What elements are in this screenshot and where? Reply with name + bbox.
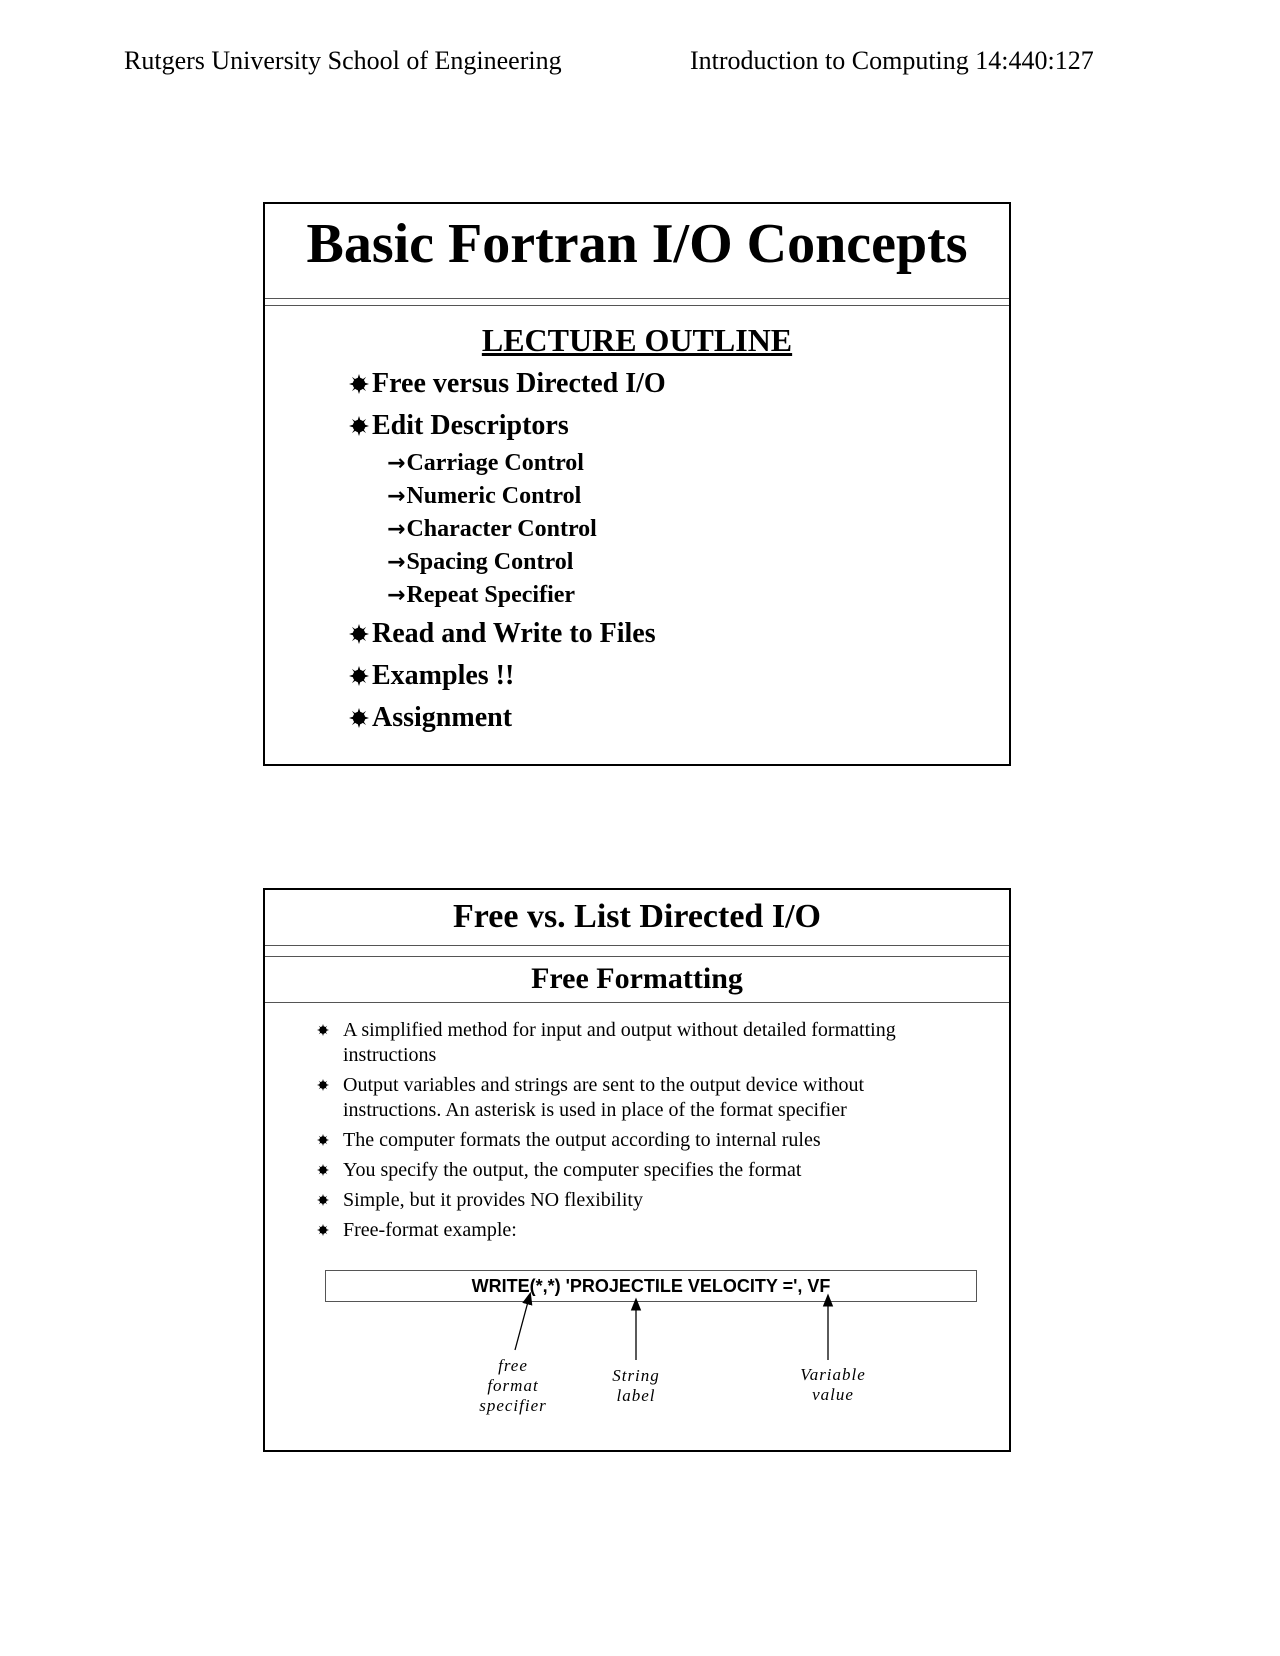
outline-subitem-label: Spacing Control [406,549,574,575]
annotation-line: format [487,1376,539,1395]
outline-item [349,660,514,692]
header-institution: Rutgers University School of Engineering [124,46,562,75]
bullet-text: You specify the output, the computer specifies the format [343,1159,802,1181]
annotation-string-label [586,1366,686,1406]
annotation-line: value [812,1385,854,1404]
bullet-text: A simplified method for input and output without detailed formatting instructions [343,1019,896,1066]
outline-item [349,410,569,442]
annotation-line: specifier [479,1396,547,1415]
outline-item [349,368,666,400]
annotation-line: free [498,1356,528,1375]
free-format-arrow [515,1298,529,1350]
outline-item [349,618,656,650]
slide-subheading: Free Formatting [531,962,743,995]
title-divider [265,298,1009,299]
slide-basic-io-concepts [263,202,1011,766]
outline-heading: LECTURE OUTLINE [481,322,793,358]
bullet-text: Simple, but it provides NO flexibility [343,1189,643,1211]
arrow-right-icon: → [387,517,406,542]
bullet-text: Free-format example: [343,1219,517,1241]
bullet-burst-icon [349,624,369,644]
outline-subitem-label: Carriage Control [406,450,584,476]
slide-free-vs-list-directed [263,888,1011,1452]
annotation-variable-value [773,1365,893,1405]
bullet-burst-icon [349,416,369,436]
outline-subitem [387,516,597,543]
outline-subitem [387,483,581,510]
slide-title: Free vs. List Directed I/O [453,898,821,935]
annotation-line: Variable [800,1365,866,1384]
arrow-right-icon: → [387,550,406,575]
code-example: WRITE(*,*) 'PROJECTILE VELOCITY =', VF [325,1270,977,1302]
arrow-right-icon: → [387,451,406,476]
outline-item-label: Edit Descriptors [372,410,569,441]
outline-subitem-label: Numeric Control [406,483,582,509]
title-divider [265,305,1009,306]
slide-title: Basic Fortran I/O Concepts [306,213,968,275]
outline-item-label: Free versus Directed I/O [372,368,666,399]
outline-item-label: Examples !! [372,660,515,691]
outline-subitem [387,549,573,576]
bullet-burst-icon [349,374,369,394]
outline-item-label: Read and Write to Files [372,618,656,649]
annotation-line: label [616,1386,656,1405]
annotation-free-format [461,1356,565,1416]
outline-subitem [387,450,584,477]
outline-item-label: Assignment [372,702,513,733]
bullet-burst-icon [349,708,369,728]
bullet-text: Output variables and strings are sent to the output device without instructions. An asterisk is used in place of the format specifier [343,1074,864,1121]
arrow-right-icon: → [387,484,406,509]
header-course: Introduction to Computing 14:440:127 [690,46,1094,75]
outline-subitem-label: Repeat Specifier [406,582,576,608]
outline-subitem [387,582,575,609]
outline-subitem-label: Character Control [406,516,597,542]
bullet-text: The computer formats the output according to internal rules [343,1129,821,1151]
bullet-burst-icon [349,666,369,686]
outline-item [349,702,512,734]
arrow-right-icon: → [387,583,406,608]
annotation-line: String [612,1366,660,1385]
